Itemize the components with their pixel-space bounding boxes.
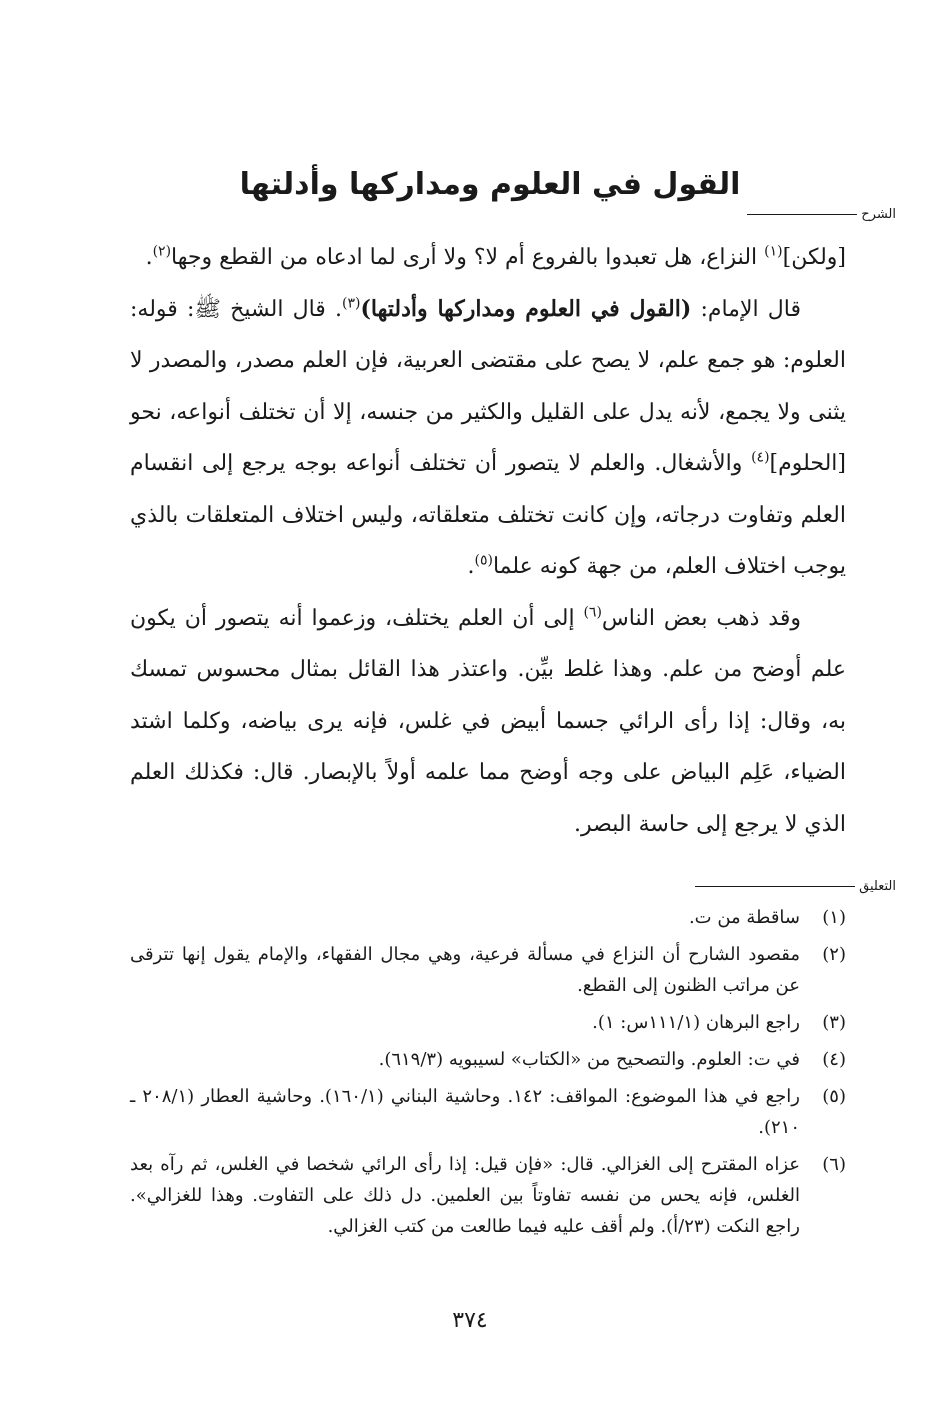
- text-run: وقد ذهب بعض الناس: [601, 605, 801, 631]
- footnote-ref-5[interactable]: (٥): [474, 552, 493, 569]
- paragraph-2: [130, 284, 846, 593]
- quoted-heading: (القول في العلوم ومداركها وأدلتها): [360, 295, 692, 322]
- footnote-ref-4[interactable]: (٤): [751, 449, 770, 466]
- text-run: والأشغال. والعلم لا يتصور أن تختلف أنواعه بوجه يرجع إلى انقسام العلم وتفاوت درجاته، وإن كانت تختلف متعلقاته، وليس اختلاف المتعلقات بالذي يوجب اختلاف العلم، من جهة كونه علما: [130, 451, 846, 579]
- commentary-divider: [130, 206, 896, 222]
- footnote-item: [130, 1044, 846, 1075]
- commentary-rule: [747, 214, 857, 215]
- text-run: . قال الشيخ ﷺ: قوله: العلوم: هو جمع علم، لا يصح على مقتضى العربية، فإن العلم مصدر، والمصدر لا يثنى ولا يجمع، لأنه يدل على القليل والكثير من جنسه، إلا أن تختلف أنواعه، نحو [الحلوم]: [130, 296, 846, 476]
- text-run: قال الإمام:: [691, 296, 802, 322]
- footnote-item: [130, 1081, 846, 1143]
- footnote-item: [130, 1149, 846, 1242]
- paragraph-3: [130, 593, 846, 851]
- footnote-text: راجع في هذا الموضوع: المواقف: ١٤٢. وحاشية البناني (١٦٠/١). وحاشية العطار (٢٠٨/١ ـ ٢١٠).: [130, 1086, 800, 1138]
- footnote-number: (٢): [822, 944, 846, 965]
- footnote-text: راجع البرهان (١١١/١س: ١).: [592, 1012, 800, 1033]
- footnote-ref-3[interactable]: (٣): [342, 295, 361, 312]
- text-run: النزاع، هل تعبدوا بالفروع أم لا؟ ولا أرى لما ادعاه من القطع وجها: [171, 245, 765, 270]
- footnote-ref-2[interactable]: (٢): [152, 243, 172, 260]
- notes-label: التعليق: [859, 878, 896, 894]
- text-run: .: [467, 554, 475, 579]
- footnote-number: (٦): [822, 1154, 846, 1175]
- footnote-ref-1[interactable]: (١): [764, 243, 783, 260]
- text-run: إلى أن العلم يختلف، وزعموا أنه يتصور أن يكون علم أوضح من علم. وهذا غلط بيِّن. واعتذر هذا القائل بمثال محسوس تمسك به، وقال: إذا رأى الرائي جسما أبيض في غلس، فإنه يرى بياضه، وكلما اشتد الضياء، عَلِم البياض على وجه أوضح مما علمه أولاً بالإبصار. قال: فكذلك العلم الذي لا يرجع إلى حاسة البصر.: [130, 605, 846, 837]
- footnote-item: [130, 902, 846, 933]
- footnote-text: في ت: العلوم. والتصحيح من «الكتاب» لسيبويه (٦١٩/٣).: [378, 1049, 800, 1070]
- footnote-number: (٣): [822, 1012, 846, 1033]
- footnote-text: عزاه المقترح إلى الغزالي. قال: «فإن قيل: إذا رأى الرائي شخصا في الغلس، ثم رآه بعد الغلس، فإنه يحس من نفسه تفاوتاً بين العلمين. دل ذلك على التفاوت. وهذا للغزالي». راجع النكت (٢٣/أ). ولم أقف عليه فيما طالعت من كتب الغزالي.: [130, 1154, 800, 1237]
- footnote-number: (٥): [822, 1086, 846, 1107]
- commentary-label: الشرح: [861, 206, 896, 222]
- chapter-title: القول في العلوم ومداركها وأدلتها: [239, 167, 741, 202]
- footnote-number: (١): [822, 907, 846, 928]
- footnote-number: (٤): [822, 1049, 846, 1070]
- notes-divider: [130, 878, 896, 894]
- paragraph-1: [130, 232, 846, 284]
- text-run: .: [145, 245, 153, 270]
- main-text: [130, 232, 846, 850]
- footnote-item: [130, 1007, 846, 1038]
- footnote-item: [130, 939, 846, 1001]
- page-number: ٣٧٤: [452, 1308, 488, 1333]
- footnote-ref-6[interactable]: (٦): [583, 604, 602, 621]
- footnote-text: ساقطة من ت.: [688, 907, 800, 928]
- footnote-text: مقصود الشارح أن النزاع في مسألة فرعية، وهي مجال الفقهاء، والإمام يقول إنها تترقى عن مراتب الظنون إلى القطع.: [130, 944, 800, 996]
- text-run: [ولكن]: [782, 245, 846, 270]
- notes-rule: [695, 886, 855, 887]
- footnotes-list: [130, 902, 846, 1248]
